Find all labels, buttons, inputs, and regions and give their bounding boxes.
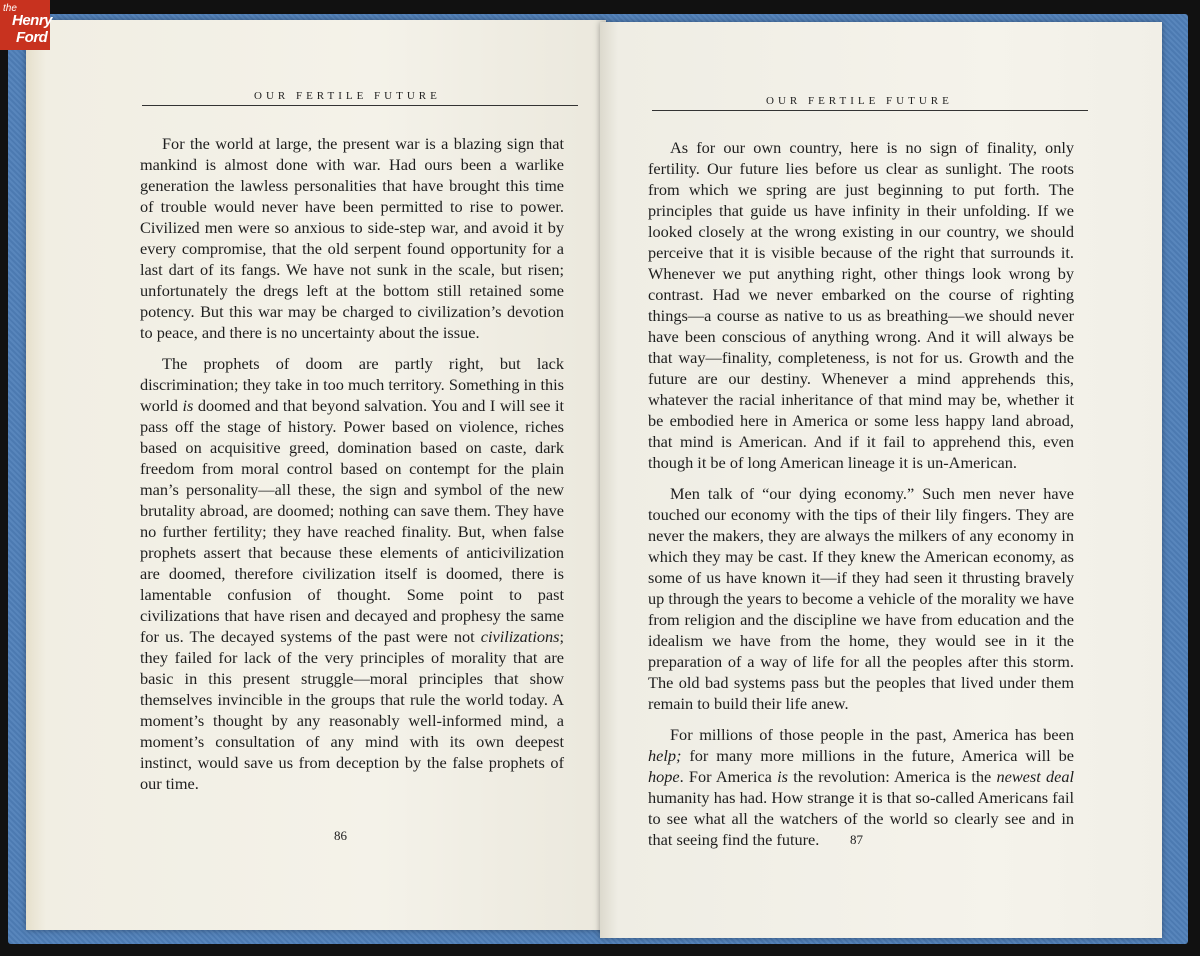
running-header: OUR FERTILE FUTURE bbox=[766, 95, 953, 107]
running-header: OUR FERTILE FUTURE bbox=[254, 90, 441, 102]
paragraph: For the world at large, the present war is a blazing sign that mankind is almost done with war. Had ours been a warlike generation the lawless personalities that have brought this time of trouble would never have been permitted to rise to power. Civilized men were so anxious to side-step war, and avoid it by every compromise, that the old serpent found opportunity for a last dart of its fangs. We have not sunk in the scale, but risen; unfortunately the dregs left at the bottom still retained some potency. But this war may be charged to civilization’s devotion to peace, and there is no uncertainty about the issue. bbox=[140, 134, 564, 342]
left-body-text bbox=[140, 133, 564, 804]
paragraph: For millions of those people in the past, America has been help; for many more millions in the future, America will be hope. For America is the revolution: America is the newest deal humanity has had. How strange it is that so-called Americans fail to see what all the watchers of the world so clearly see and in that seeing find the future. bbox=[648, 725, 1075, 849]
henry-ford-logo: the Henry Ford bbox=[0, 0, 50, 50]
paragraph: As for our own country, here is no sign of finality, only fertility. Our future lies before us clear as sunlight. The roots from which we spring are just beginning to put forth. The principles that guide us have infinity in their unfolding. If we looked closely at the wrong existing in our country, we should perceive that it is visible because of the right that surrounds it. Whenever we put anything right, other things look wrong by contrast. Had we never embarked on the course of righting things—a course as native to us as breathing—we should never have been conscious of anything wrong. And it will always be that way—finality, completeness, is not for us. Growth and the future are our destiny. Whenever a mind apprehends this, whatever the racial inheritance of that mind may be, whether it be embodied here in America or some less happy land abroad, that mind is American. And if it fail to apprehend this, even though it be of long American lineage it is un-American. bbox=[648, 138, 1074, 472]
header-rule bbox=[142, 105, 578, 106]
left-page bbox=[26, 20, 606, 930]
page-number: 87 bbox=[850, 832, 863, 847]
paragraph: The prophets of doom are partly right, but lack discrimination; they take in too much territory. Something in this world is doomed and that beyond salvation. You and I will see it pass off the stage of history. Power based on violence, riches based on acquisitive greed, domination based on caste, dark freedom from moral control based on contempt for the plain man’s personality—all these, the sign and symbol of the new brutality abroad, are doomed; nothing can save them. They have no further fertility; they have reached finality. But, when false prophets assert that because these elements of anticivilization are doomed, therefore civilization itself is doomed, there is lamentable confusion of thought. Some point to past civilizations that have risen and decayed and prophesy the same for us. The decayed systems of the past were not civilizations; they failed for lack of the very principles of morality that are basic in this present struggle—moral principles that show themselves invincible in the groups that rule the world today. A moment’s thought by any reasonably well-informed mind, a moment’s consultation of any mind with its own deepest instinct, would save us from deception by the false prophets of our time. bbox=[140, 354, 564, 793]
page-number: 86 bbox=[334, 828, 347, 843]
right-body-text bbox=[648, 137, 1074, 860]
right-page bbox=[600, 22, 1162, 938]
paragraph: Men talk of “our dying economy.” Such men never have touched our economy with the tips of their lily fingers. They are never the makers, they are always the milkers of any economy in which they may be cast. If they knew the American economy, as some of us have known it—if they had seen it thrusting bravely up through the years to become a vehicle of the morality we have from religion and the discipline we have from education and the idealism we have from the home, they would see in it the preparation of a way of life for all the peoples after this storm. The old bad systems pass but the peoples that lived under them remain to build their life anew. bbox=[648, 484, 1074, 713]
header-rule bbox=[652, 110, 1088, 111]
